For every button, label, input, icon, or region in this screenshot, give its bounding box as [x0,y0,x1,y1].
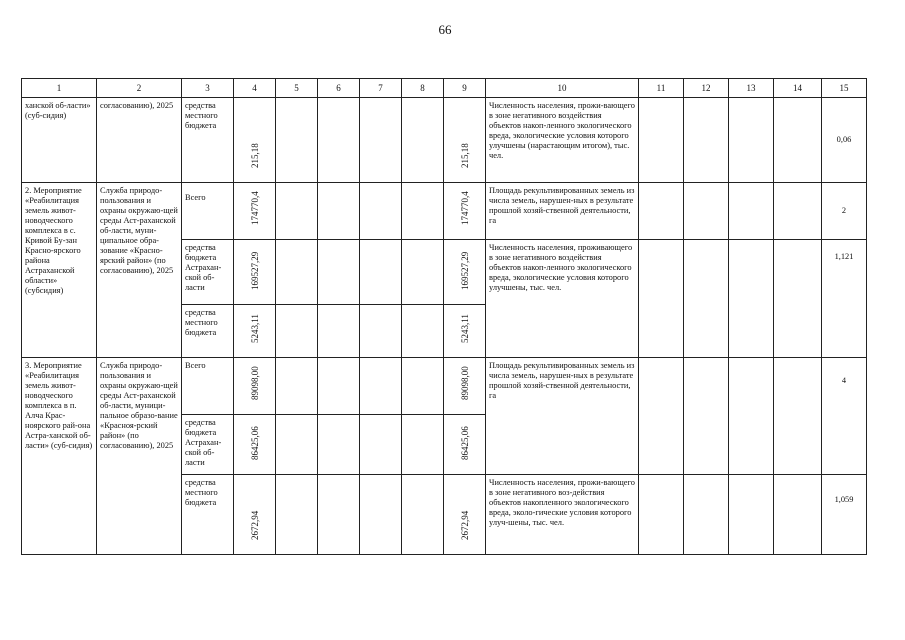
cell-event: ханской об-ласти» (суб-сидия) [22,98,97,183]
page-number: 66 [438,22,452,37]
cell-total: 174770,4 [234,183,276,240]
cell-empty [639,98,684,183]
cell-empty [318,183,360,240]
cell-empty [684,98,729,183]
cell-total: 86425,06 [234,415,276,475]
col-header-8: 8 [402,79,444,98]
cell-empty [402,305,444,358]
cell-empty [639,475,684,555]
cell-empty [360,240,402,305]
cell-total: 5243,11 [234,305,276,358]
header-row [22,79,867,98]
cell-executor: согласованию), 2025 [97,98,182,183]
cell-empty [729,183,774,240]
cell-empty [276,98,318,183]
cell-empty [360,475,402,555]
col-header-6: 6 [318,79,360,98]
cell-empty [774,358,822,475]
cell-indicator-value: 1,121 [822,240,867,358]
cell-empty [276,305,318,358]
col-header-7: 7 [360,79,402,98]
cell-total: 89098,00 [234,358,276,415]
cell-empty [684,240,729,358]
col-header-10: 10 [486,79,639,98]
cell-empty [360,305,402,358]
cell-indicator: Площадь рекультивированных земель из числа земель, нарушен-ных в результате прошлой хозяй-ственной деятельности, га [486,183,639,240]
cell-empty [402,240,444,305]
cell-source: Всего [182,183,234,240]
cell-empty [684,475,729,555]
col-header-9: 9 [444,79,486,98]
table-row [22,358,867,415]
col-header-11: 11 [639,79,684,98]
cell-year-amount: 86425,06 [444,415,486,475]
cell-empty [318,98,360,183]
cell-empty [276,475,318,555]
cell-empty [402,183,444,240]
cell-indicator-value: 4 [822,358,867,475]
cell-empty [360,98,402,183]
cell-indicator: Численность населения, прожи-вающего в зоне негативного воз-действия объектов накопленного экологического вреда, эколо-гические условия которого улуч-шены, тыс. чел. [486,475,639,555]
cell-empty [402,358,444,415]
cell-year-amount: 5243,11 [444,305,486,358]
cell-indicator: Численность населения, проживающего в зоне негативного воздействия объектов накоп-ленного экологического вреда, экологические условия которого улучшены, тыс. чел. [486,240,639,358]
col-header-2: 2 [97,79,182,98]
col-header-5: 5 [276,79,318,98]
cell-empty [774,183,822,240]
cell-year-amount: 2672,94 [444,475,486,555]
cell-empty [729,358,774,475]
cell-empty [276,240,318,305]
cell-empty [774,475,822,555]
cell-empty [402,98,444,183]
cell-empty [318,415,360,475]
cell-empty [318,240,360,305]
cell-empty [360,183,402,240]
cell-empty [318,475,360,555]
cell-indicator: Численность населения, прожи-вающего в зоне негативного воздействия объектов накоп-ленного экологического вреда, экологические условия которого улучшены (нарастающим итогом), тыс. чел. [486,98,639,183]
col-header-15: 15 [822,79,867,98]
cell-empty [774,98,822,183]
cell-empty [276,358,318,415]
col-header-1: 1 [22,79,97,98]
cell-source: средства бюджета Астрахан-ской об-ласти [182,240,234,305]
cell-empty [684,183,729,240]
cell-indicator-value: 0,06 [822,98,867,183]
col-header-12: 12 [684,79,729,98]
cell-source: Всего [182,358,234,415]
cell-empty [318,358,360,415]
cell-indicator: Площадь рекультивированных земель из числа земель, нарушен-ных в результате прошлой хозяй-ственной деятельности, га [486,358,639,475]
cell-empty [639,358,684,475]
table-row [22,98,867,183]
cell-year-amount: 174770,4 [444,183,486,240]
cell-empty [639,183,684,240]
cell-empty [729,98,774,183]
cell-empty [360,415,402,475]
col-header-4: 4 [234,79,276,98]
table-row [22,183,867,240]
cell-indicator-value: 1,059 [822,475,867,555]
program-table [21,78,867,555]
cell-empty [276,183,318,240]
cell-empty [729,475,774,555]
cell-empty [639,240,684,358]
cell-year-amount: 215,18 [444,98,486,183]
cell-source: средства местного бюджета [182,475,234,555]
col-header-14: 14 [774,79,822,98]
cell-source: средства местного бюджета [182,98,234,183]
cell-total: 215,18 [234,98,276,183]
cell-source: средства местного бюджета [182,305,234,358]
cell-year-amount: 169527,29 [444,240,486,305]
col-header-3: 3 [182,79,234,98]
cell-event: 3. Мероприятие «Реабилитация земель живот-новодческого комплекса в п. Алча Крас-ноярского рай-она Астра-ханской об-ласти» (суб-сидия) [22,358,97,555]
cell-year-amount: 89098,00 [444,358,486,415]
cell-empty [729,240,774,358]
cell-event: 2. Мероприятие «Реабилитация земель живот-новодческого комплекса в с. Кривой Бу-зан Красно-ярского района Астраханской области» (субсидия) [22,183,97,358]
cell-empty [402,415,444,475]
cell-executor: Служба природо-пользования и охраны окружаю-щей среды Аст-раханской об-ласти, муни-ципальное обра-зование «Красно-ярский район» (по согласованию), 2025 [97,183,182,358]
cell-indicator-value: 2 [822,183,867,240]
cell-executor: Служба природо-пользования и охраны окружаю-щей среды Аст-раханской об-ласти, муници-пальное образо-вание «Красноя-рский район» (по согласованию), 2025 [97,358,182,555]
cell-empty [774,240,822,358]
cell-source: средства бюджета Астрахан-ской об-ласти [182,415,234,475]
cell-empty [402,475,444,555]
cell-total: 169527,29 [234,240,276,305]
cell-empty [318,305,360,358]
cell-empty [276,415,318,475]
cell-empty [684,358,729,475]
col-header-13: 13 [729,79,774,98]
cell-total: 2672,94 [234,475,276,555]
cell-empty [360,358,402,415]
